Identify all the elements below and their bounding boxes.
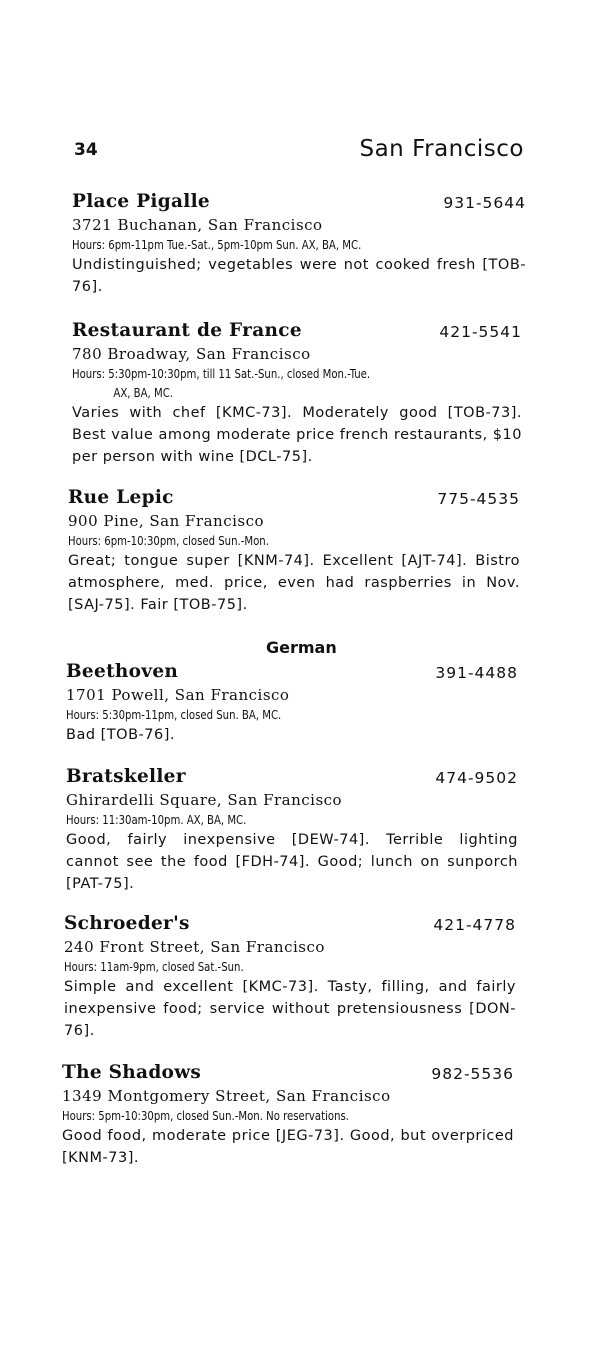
- restaurant-name: Bratskeller: [66, 766, 186, 787]
- restaurant-phone: 474-9502: [435, 769, 518, 787]
- restaurant-hours: Hours: 11:30am-10pm. AX, BA, MC.: [66, 812, 247, 827]
- restaurant-hours: Hours: 6pm-11pm Tue.-Sat., 5pm-10pm Sun. AX, BA, MC.: [72, 237, 362, 252]
- restaurant-hours: Hours: 5:30pm-11pm, closed Sun. BA, MC.: [66, 707, 282, 722]
- restaurant-review: Great; tongue super [KNM-74]. Excellent [AJT-74]. Bistro atmosphere, med. price, even had raspberries in Nov. [SAJ-75]. Fair [TOB-75].: [68, 553, 520, 613]
- page-number: 34: [74, 140, 98, 160]
- restaurant-address: 900 Pine, San Francisco: [68, 512, 265, 530]
- restaurant-entry: [72, 191, 526, 298]
- restaurant-review: Good food, moderate price [JEG-73]. Good, but overpriced [KNM-73].: [62, 1128, 514, 1166]
- restaurant-name: The Shadows: [62, 1062, 202, 1083]
- restaurant-hours-cont: AX, BA, MC.: [113, 385, 173, 400]
- restaurant-phone: 391-4488: [435, 664, 518, 682]
- restaurant-entry: [66, 766, 518, 895]
- restaurant-hours: Hours: 11am-9pm, closed Sat.-Sun.: [64, 959, 244, 974]
- restaurant-address: 3721 Buchanan, San Francisco: [72, 216, 323, 234]
- restaurant-address: 1349 Montgomery Street, San Francisco: [62, 1087, 391, 1105]
- restaurant-review: Simple and excellent [KMC-73]. Tasty, filling, and fairly inexpensive food; service without pretensiousness [DON-76].: [64, 979, 516, 1039]
- restaurant-name: Schroeder's: [64, 913, 190, 934]
- restaurant-review: Varies with chef [KMC-73]. Moderately good [TOB-73]. Best value among moderate price french restaurants, $10 per person with wine [DCL-75].: [72, 405, 522, 465]
- restaurant-name: Place Pigalle: [72, 191, 210, 212]
- restaurant-name: Rue Lepic: [68, 487, 174, 508]
- restaurant-address: 780 Broadway, San Francisco: [72, 345, 311, 363]
- restaurant-address: 1701 Powell, San Francisco: [66, 686, 290, 704]
- restaurant-name: Restaurant de France: [72, 320, 302, 341]
- restaurant-hours: Hours: 6pm-10:30pm, closed Sun.-Mon.: [68, 533, 269, 548]
- restaurant-review: Good, fairly inexpensive [DEW-74]. Terrible lighting cannot see the food [FDH-74]. Good; lunch on sunporch [PAT-75].: [66, 832, 518, 892]
- restaurant-entry: [72, 320, 522, 468]
- restaurant-entry: [66, 661, 518, 746]
- restaurant-phone: 931-5644: [443, 194, 526, 212]
- restaurant-address: Ghirardelli Square, San Francisco: [66, 791, 343, 809]
- restaurant-review: Undistinguished; vegetables were not cooked fresh [TOB-76].: [72, 257, 526, 295]
- restaurant-review: Bad [TOB-76].: [66, 727, 175, 743]
- restaurant-phone: 421-4778: [433, 916, 516, 934]
- page-title: San Francisco: [359, 136, 524, 162]
- restaurant-entry: [64, 913, 516, 1042]
- restaurant-entry: [68, 487, 520, 616]
- restaurant-entry: [62, 1062, 514, 1169]
- restaurant-hours: Hours: 5:30pm-10:30pm, till 11 Sat.-Sun., closed Mon.-Tue.: [72, 366, 371, 381]
- restaurant-address: 240 Front Street, San Francisco: [64, 938, 325, 956]
- restaurant-phone: 775-4535: [437, 490, 520, 508]
- restaurant-phone: 982-5536: [431, 1065, 514, 1083]
- restaurant-hours: Hours: 5pm-10:30pm, closed Sun.-Mon. No reservations.: [62, 1108, 349, 1123]
- restaurant-phone: 421-5541: [439, 323, 522, 341]
- cuisine-section-header: German: [266, 638, 337, 657]
- restaurant-name: Beethoven: [66, 661, 179, 682]
